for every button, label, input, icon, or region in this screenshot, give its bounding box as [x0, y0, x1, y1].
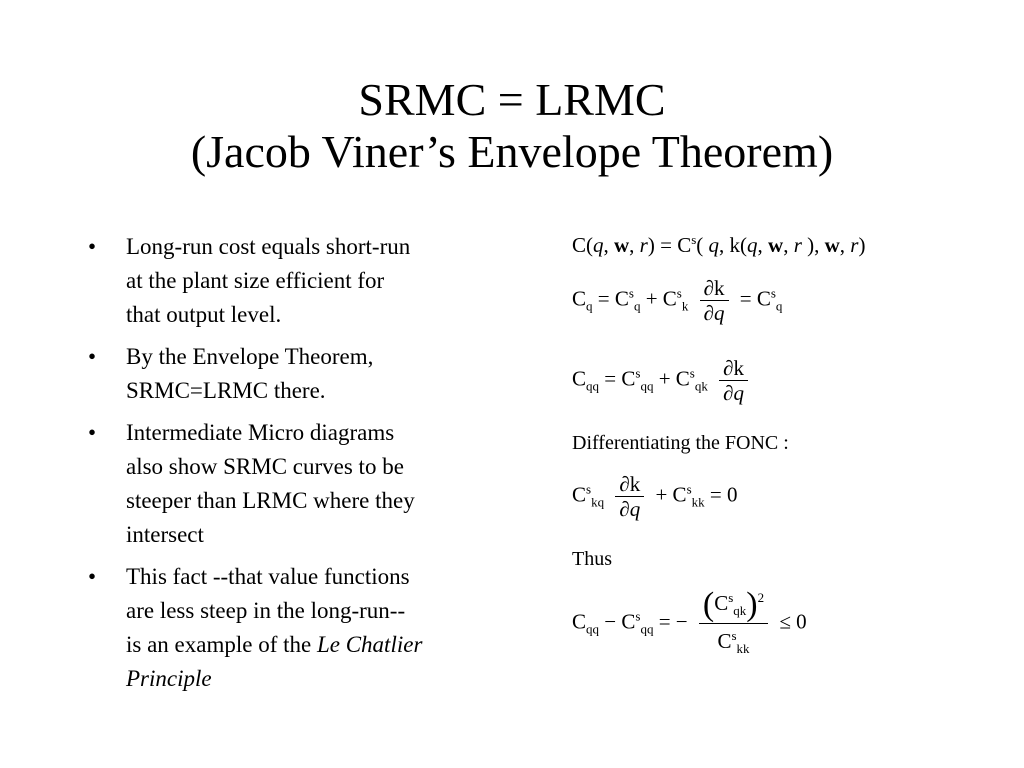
bullet-item [84, 340, 504, 408]
fraction-cqk-squared-over-ckk: $\frac{(C^s_{qk})^2}{C^s_{kk}}$ [699, 586, 768, 661]
zero-value: 0 [726, 482, 738, 507]
bullet-line: steeper than LRMC where they [126, 488, 415, 513]
bullet-list [84, 230, 504, 704]
le-chatlier-term: Le Chatlier [316, 632, 423, 657]
bullet-line: Intermediate Micro diagrams [126, 420, 395, 445]
thus-label: Thus [572, 548, 612, 570]
bullet-text: is an example of the [126, 632, 317, 657]
fraction-dk-dq: $\frac{\partial k}{\partial q}$ [615, 472, 644, 521]
bullet-item [84, 230, 504, 332]
bullet-line: By the Envelope Theorem, [126, 344, 374, 369]
zero-value: 0 [796, 609, 807, 634]
title-line-2: (Jacob Viner’s Envelope Theorem) [190, 126, 834, 177]
slide-title [0, 74, 1024, 178]
bullet-line: that output level. [126, 302, 282, 327]
bullet-dot: • [88, 344, 97, 369]
equation-second-derivative: $C_{qq} = C^s_{qq} + C^s_{qk}$ $\frac{\partial k}{\partial q}$ [572, 356, 754, 405]
fonc-label: Differentiating the FONC : [572, 432, 789, 454]
equation-first-derivative: $C_q = C^s_q + C^s_k$ $\frac{\partial k}{\partial q}$ = $C^s_q$ [572, 276, 783, 325]
principle-term: Principle [126, 666, 212, 691]
bullet-dot: • [88, 420, 97, 445]
bullet-line: also show SRMC curves to be [126, 454, 404, 479]
bullet-dot: • [88, 564, 97, 589]
bullet-line: at the plant size efficient for [126, 268, 385, 293]
bullet-dot: • [88, 234, 97, 259]
bullet-item [84, 416, 504, 552]
fraction-dk-dq: $\frac{\partial k}{\partial q}$ [719, 356, 748, 405]
equation-le-chatelier: $C_{qq} - C^s_{qq}$ = − $\frac{(C^s_{qk})^2}{C^s_{kk}}$ ≤ 0 [572, 586, 807, 661]
equation-fonc-derivative: $C^s_{kq}$ $\frac{\partial k}{\partial q}$ + $C^s_{kk} = 0$ [572, 472, 738, 521]
bullet-line: SRMC=LRMC there. [126, 378, 326, 403]
fraction-dk-dq: $\frac{\partial k}{\partial q}$ [700, 276, 729, 325]
bullet-item [84, 560, 504, 696]
bullet-line: intersect [126, 522, 204, 547]
title-line-1: SRMC = LRMC [358, 74, 666, 125]
bullet-line: are less steep in the long-run-- [126, 598, 406, 623]
equation-cost-identity: C(q, w, $r) = C^s$( q, k(q, w, r ), w, r) [572, 232, 866, 257]
bullet-line: Long-run cost equals short-run [126, 234, 411, 259]
bullet-line [126, 628, 504, 662]
bullet-line: This fact --that value functions [126, 564, 410, 589]
